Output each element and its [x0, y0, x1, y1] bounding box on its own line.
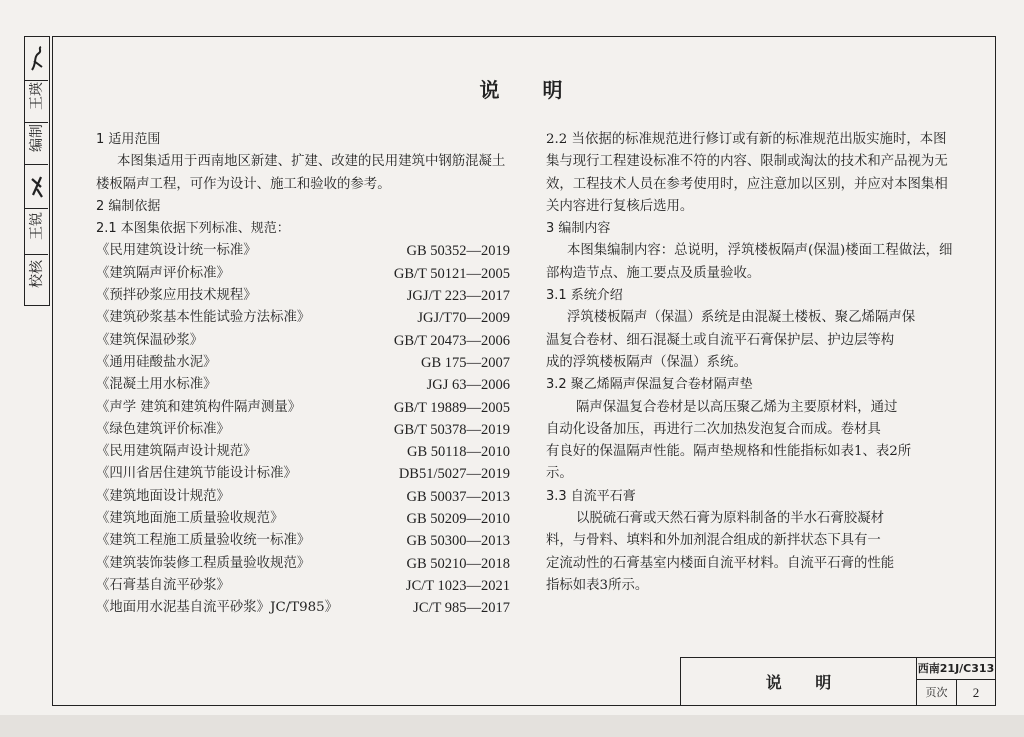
reference-row [96, 352, 510, 374]
reference-row [96, 575, 510, 597]
paragraph-line: 部构造节点、施工要点及质量验收。 [546, 265, 761, 281]
reference-row [96, 597, 510, 619]
section-heading: 3 编制内容 [546, 221, 611, 237]
reference-code: GB/T 50121—2005 [393, 265, 510, 282]
reference-name: 《建筑地面设计规范》 [96, 488, 230, 504]
paragraph-line: 关内容进行复核后选用。 [546, 198, 694, 214]
reference-code: GB 50209—2010 [406, 511, 510, 528]
paragraph-line: 效，工程技术人员在参考使用时，应注意加以区别，并应对本图集相 [546, 176, 948, 192]
reference-row [96, 374, 510, 396]
paragraph-line: 成的浮筑楼板隔声（保温）系统。 [546, 354, 747, 370]
check-label-cell [25, 255, 48, 305]
section-heading: 1 适用范围 [96, 132, 161, 147]
checker-signature [29, 173, 45, 201]
reference-code: DB51/5027—2019 [398, 466, 510, 483]
reference-name: 《建筑地面施工质量验收规范》 [96, 511, 284, 527]
reference-row [96, 397, 510, 419]
paragraph-line: 料，与骨料、填料和外加剂混合组成的新拌状态下具有一 [546, 533, 881, 549]
paragraph-line: 集与现行工程建设标准不符的内容、限制或淘汰的技术和产品视为无 [546, 154, 948, 170]
edit-label-cell [25, 123, 48, 165]
reference-name: 《建筑保温砂浆》 [96, 332, 204, 348]
reference-code: JC/T 985—2017 [413, 600, 510, 617]
reference-row [96, 330, 510, 352]
reference-name: 《绿色建筑评价标准》 [96, 421, 230, 437]
reference-code: GB/T 50378—2019 [393, 421, 510, 438]
reference-name: 《混凝土用水标准》 [96, 377, 217, 393]
reference-code: JGJ/T70—2009 [417, 310, 510, 327]
paragraph-line: 温复合卷材、细石混凝土或自流平石膏保护层、护边层等构 [546, 332, 895, 348]
reference-row [96, 307, 510, 329]
paragraph-line: 自动化设备加压，再进行二次加热发泡复合而成。卷材具 [546, 421, 881, 437]
title-block-name: 说 明 [681, 658, 917, 705]
reference-code: GB/T 20473—2006 [393, 332, 510, 349]
paragraph-line: 2.2 当依据的标准规范进行修订或有新的标准规范出版实施时，本图 [546, 132, 947, 147]
reference-name: 《通用硅酸盐水泥》 [96, 354, 217, 370]
left-column [96, 129, 510, 620]
reference-row [96, 486, 510, 508]
page-label: 页次 [917, 680, 957, 705]
reference-name: 《建筑工程施工质量验收统一标准》 [96, 533, 311, 549]
atlas-code: 西南21J/C313 [917, 658, 995, 680]
page-number: 2 [972, 685, 980, 700]
editor-signature [29, 45, 45, 73]
reference-name: 《建筑装饰装修工程质量验收规范》 [96, 555, 311, 571]
editor-name: 王瑛 [29, 82, 45, 110]
reference-code: GB 175—2007 [420, 354, 510, 371]
reference-row [96, 285, 510, 307]
reference-name: 《四川省居住建筑节能设计标准》 [96, 466, 297, 482]
reference-code: GB/T 19889—2005 [393, 399, 510, 416]
paragraph-line: 本图集适用于西南地区新建、扩建、改建的民用建筑中钢筋混凝土 [117, 154, 506, 170]
reference-row [96, 463, 510, 485]
reference-name: 《民用建筑设计统一标准》 [96, 243, 257, 259]
paragraph-line: 指标如表3所示。 [546, 577, 649, 593]
reference-code: GB 50210—2018 [406, 555, 510, 572]
reference-list [96, 240, 510, 619]
section-heading: 3.3 自流平石膏 [546, 488, 636, 504]
reference-row [96, 530, 510, 552]
reference-row [96, 240, 510, 262]
reference-row [96, 419, 510, 441]
reference-name: 《预拌砂浆应用技术规程》 [96, 288, 257, 304]
page-shadow [0, 715, 1024, 737]
paragraph-line: 有良好的保温隔声性能。隔声垫规格和性能指标如表1、表2所 [546, 444, 912, 460]
title-block [680, 657, 996, 706]
right-column [546, 129, 958, 597]
section-heading: 3.1 系统介绍 [546, 288, 623, 304]
reference-row [96, 263, 510, 285]
reference-row [96, 508, 510, 530]
reference-code: JGJ/T 223—2017 [406, 288, 510, 305]
paragraph-line: 定流动性的石膏基室内楼面自流平材料。自流平石膏的性能 [546, 555, 895, 571]
reference-name: 《建筑砂浆基本性能试验方法标准》 [96, 310, 311, 326]
reference-row [96, 441, 510, 463]
reference-code: GB 50037—2013 [406, 488, 510, 505]
section-heading: 3.2 聚乙烯隔声保温复合卷材隔声垫 [546, 377, 753, 393]
paragraph-line: 以脱硫石膏或天然石膏为原料制备的半水石膏胶凝材 [576, 511, 884, 527]
reference-code: GB 50118—2010 [407, 444, 510, 461]
reference-name: 《声学 建筑和建筑构件隔声测量》 [96, 399, 302, 415]
reference-code: JC/T 1023—2021 [405, 577, 510, 594]
edit-label: 编制 [29, 124, 45, 152]
section-heading: 2.1 本图集依据下列标准、规范： [96, 221, 290, 237]
check-label: 校核 [29, 260, 45, 288]
paragraph-line: 隔声保温复合卷材是以高压聚乙烯为主要原材料，通过 [576, 399, 898, 415]
page-title: 说 明 [479, 78, 581, 102]
reference-code: GB 50352—2019 [406, 243, 510, 260]
reference-code: GB 50300—2013 [406, 533, 510, 550]
reference-name: 《地面用水泥基自流平砂浆》JC/T985》 [96, 600, 339, 616]
reference-name: 《建筑隔声评价标准》 [96, 265, 230, 281]
reference-code: JGJ 63—2006 [426, 377, 510, 394]
paragraph-line: 本图集编制内容：总说明，浮筑楼板隔声(保温)楼面工程做法，细 [567, 243, 953, 259]
reference-name: 《民用建筑隔声设计规范》 [96, 444, 257, 460]
paragraph-line: 示。 [546, 466, 573, 482]
checker-name: 王锐 [29, 212, 45, 240]
paragraph-line: 楼板隔声工程，可作为设计、施工和验收的参考。 [96, 176, 391, 192]
checker-cell [25, 209, 48, 255]
section-heading: 2 编制依据 [96, 198, 161, 214]
reference-row [96, 553, 510, 575]
paragraph-line: 浮筑楼板隔声（保温）系统是由混凝土楼板、聚乙烯隔声保 [567, 310, 916, 326]
reference-name: 《石膏基自流平砂浆》 [96, 577, 230, 593]
checker-signature-cell [25, 165, 48, 209]
